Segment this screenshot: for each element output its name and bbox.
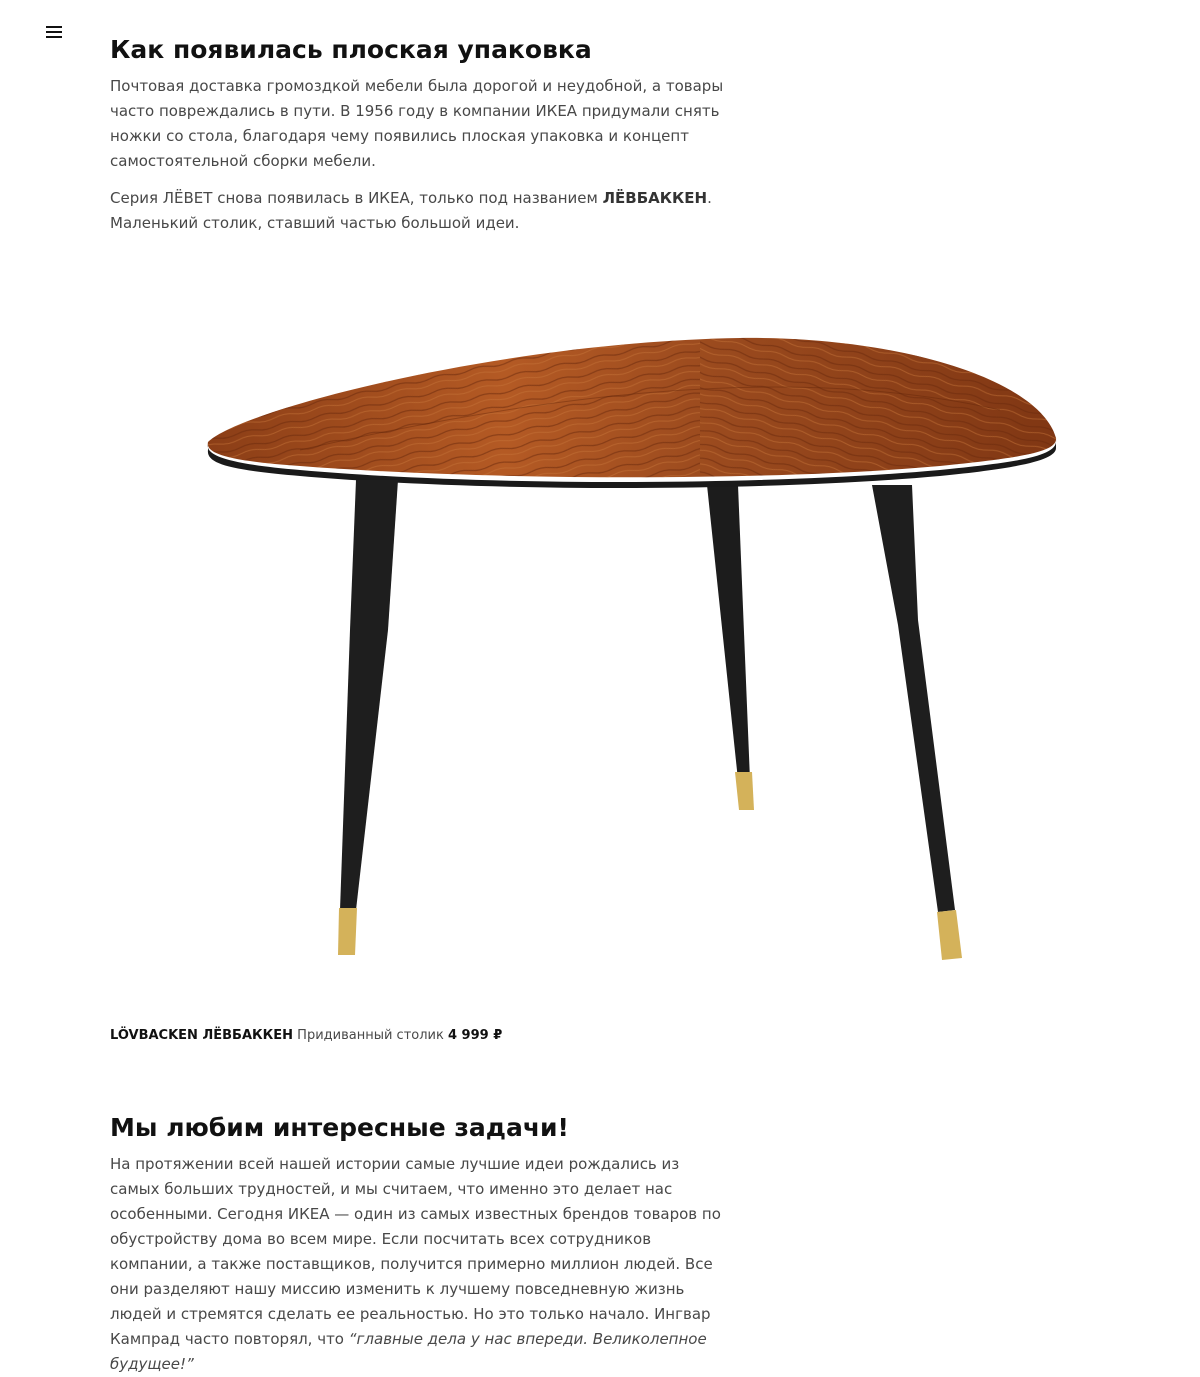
product-price: 4 999 ₽ xyxy=(447,1028,503,1043)
section-paragraph: Почтовая доставка громоздкой мебели была дорогой и неудобной, а товары часто повреждались в пути. В 1956 году в компании ИКЕА придумали снять ножки со стола, благодаря чему появились плоская упаковка и концепт самостоятельной сборки мебели. xyxy=(110,77,724,170)
challenges-section xyxy=(110,1108,730,1377)
section-title: Как появилась плоская упаковка xyxy=(110,35,592,64)
product-image[interactable] xyxy=(0,280,1200,1000)
product-name[interactable]: LÖVBACKEN ЛЁВБАККЕН xyxy=(110,1028,294,1043)
side-table-illustration xyxy=(0,280,1200,1000)
section-title: Мы любим интересные задачи! xyxy=(110,1113,569,1142)
section-paragraph xyxy=(110,1152,730,1377)
kamprad-quote: “главные дела у нас впереди. Великолепное будущее!” xyxy=(110,1330,707,1373)
product-caption xyxy=(110,1028,502,1043)
flat-pack-section xyxy=(110,30,730,236)
hamburger-menu-icon[interactable] xyxy=(46,26,64,40)
paragraph-text: . Маленький столик, ставший частью большой идеи. xyxy=(110,189,712,232)
paragraph-text: Серия ЛЁВЕТ снова появилась в ИКЕА, только под названием xyxy=(110,189,603,207)
section-paragraph-series xyxy=(110,186,730,236)
product-description: Придиванный столик xyxy=(297,1028,444,1043)
product-name-highlight: ЛЁВБАККЕН xyxy=(602,189,708,207)
paragraph-text: На протяжении всей нашей истории самые лучшие идеи рождались из самых больших трудностей, и мы считаем, что именно это делает нас особенными. Сегодня ИКЕА — один из самых известных брендов товаров по обустройству дома во всем мире. Если посчитать всех сотрудников компании, а также поставщиков, получится примерно миллион людей. Все они разделяют нашу миссию изменить к лучшему повседневную жизнь людей и стремятся сделать ее реальностью. Но это только начало. Ингвар Кампрад часто повторял, что xyxy=(110,1155,721,1348)
